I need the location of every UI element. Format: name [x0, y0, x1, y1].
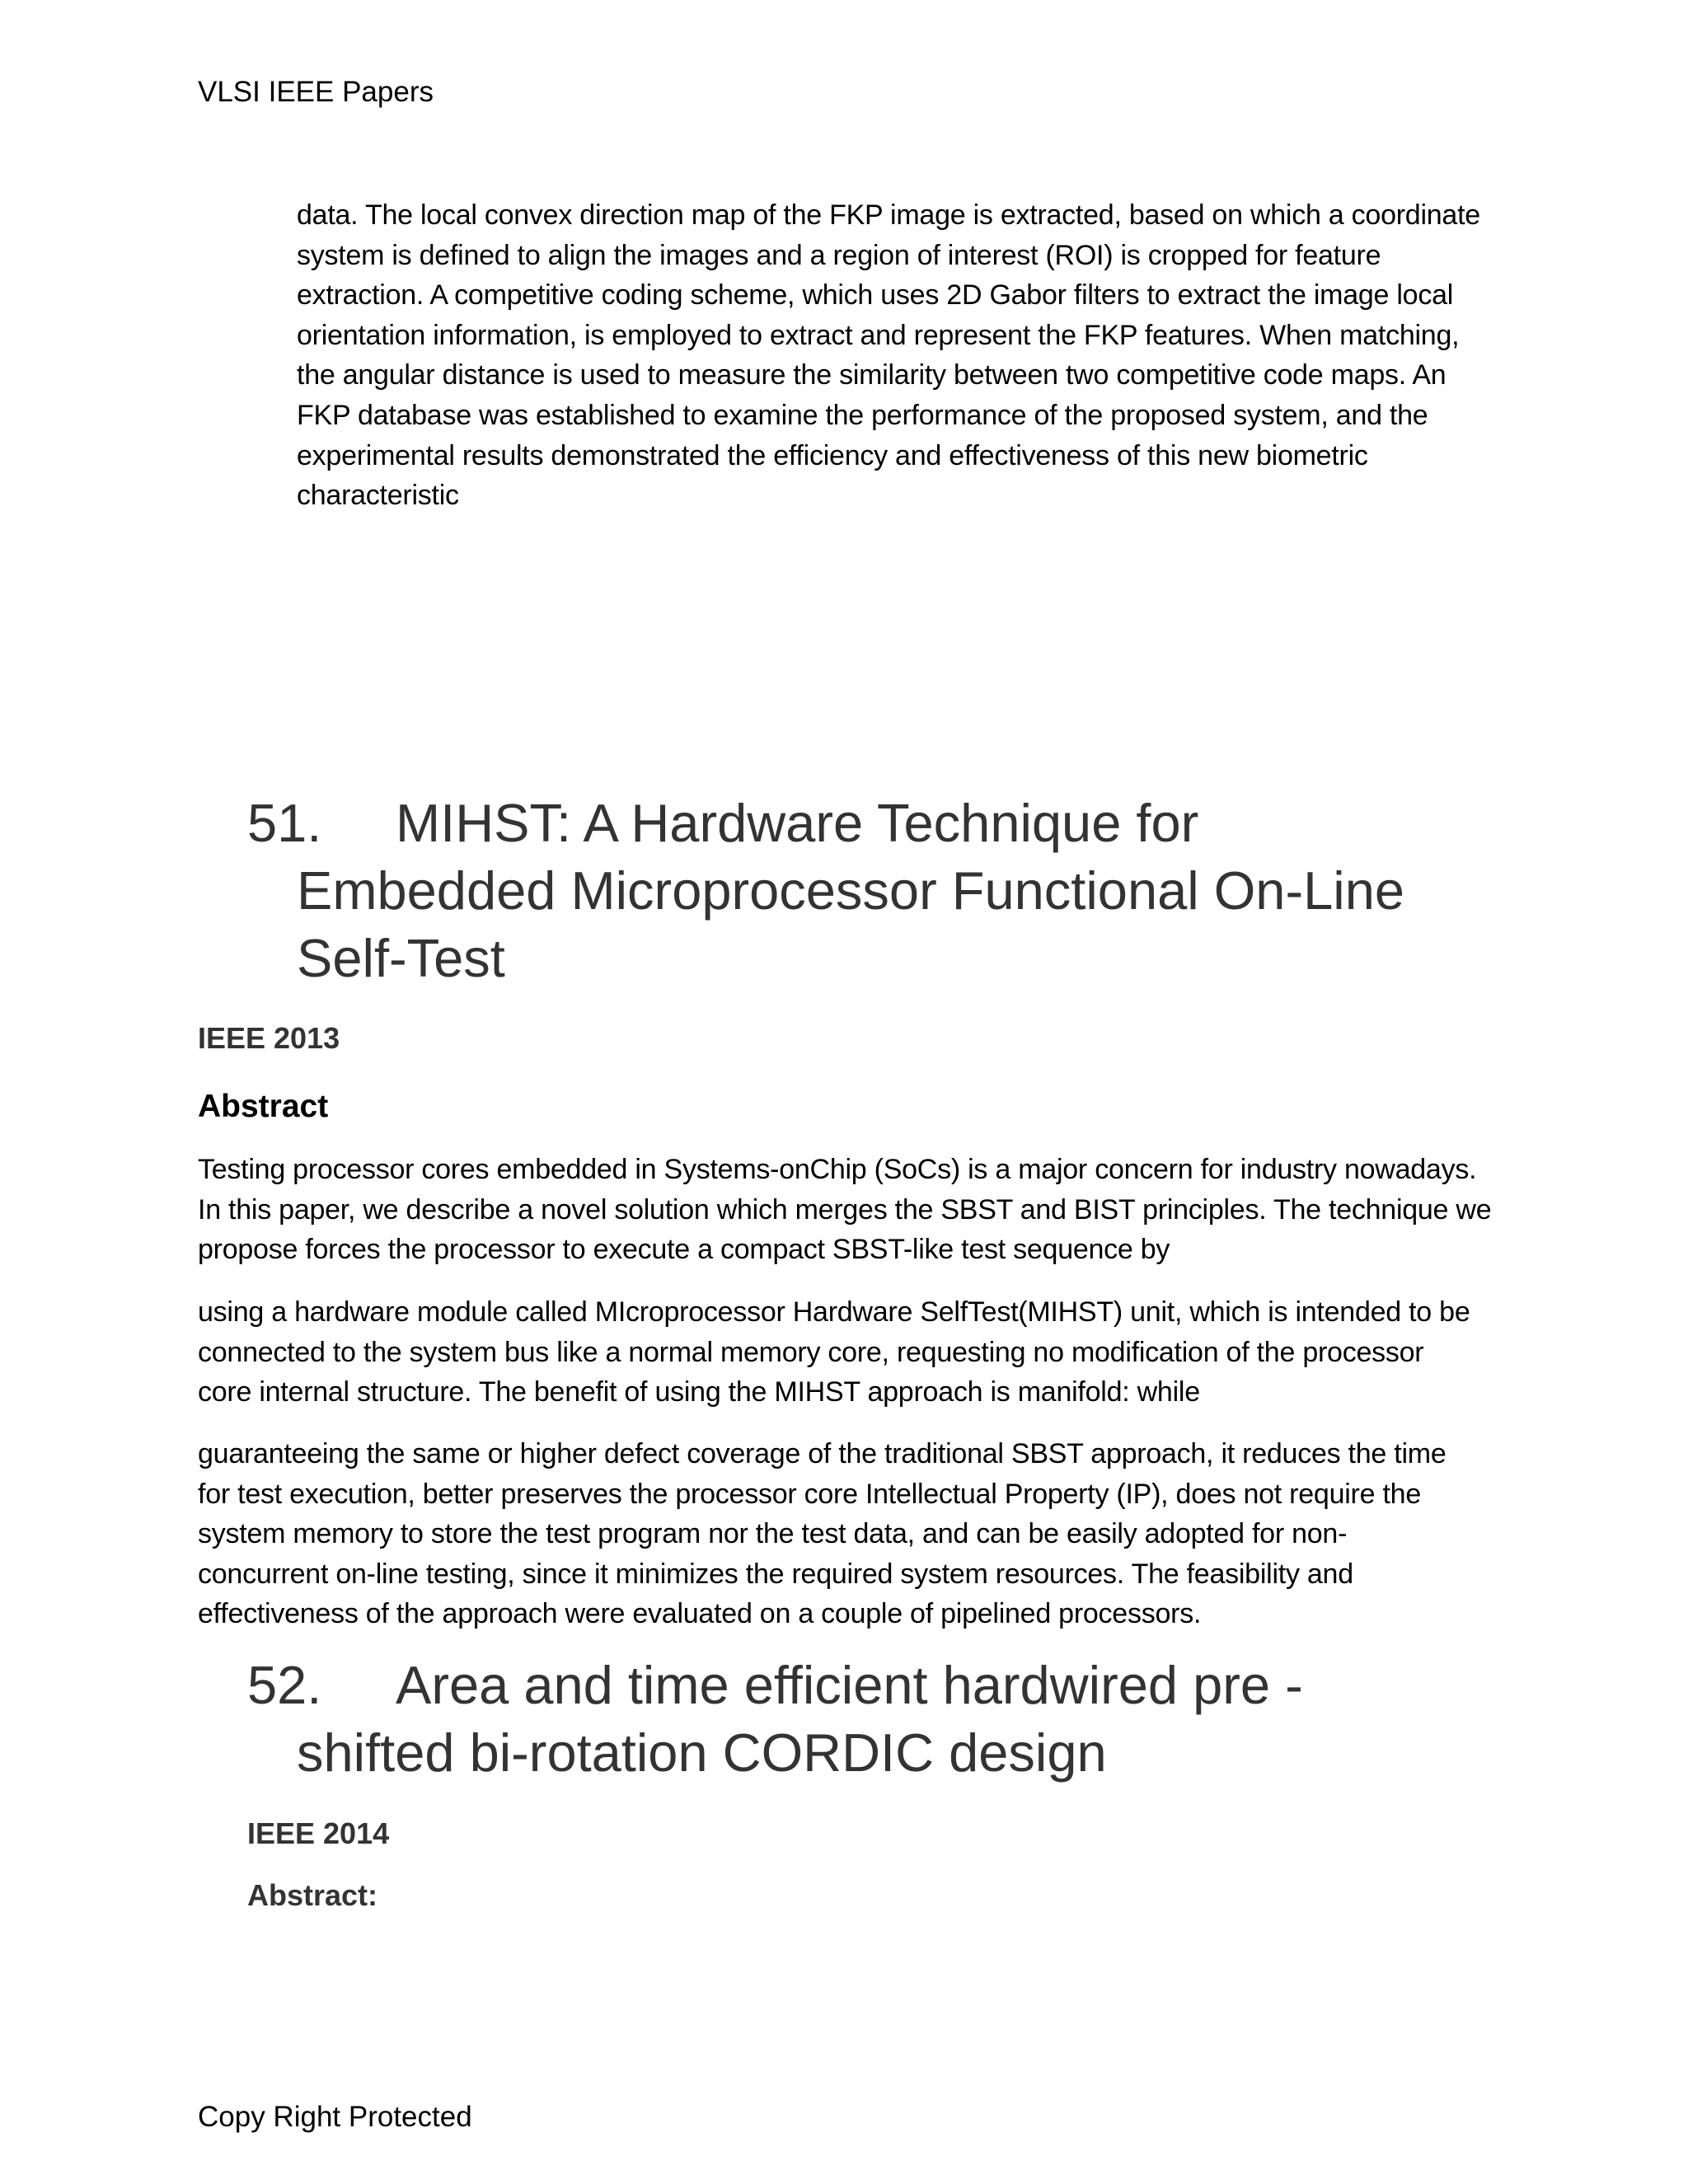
- paragraph-line: the angular distance is used to measure the similarity between two competitive code maps. An: [297, 359, 1447, 391]
- paragraph-line: In this paper, we describe a novel solution which merges the SBST and BIST principles. The technique we: [198, 1193, 1492, 1226]
- paper-51-year: IEEE 2013: [198, 1021, 340, 1055]
- paragraph-line: extraction. A competitive coding scheme, which uses 2D Gabor filters to extract the image local: [297, 279, 1454, 312]
- paragraph-line: data. The local convex direction map of the FKP image is extracted, based on which a coordinate: [297, 199, 1480, 231]
- paper-51-abstract-paragraph: [198, 1434, 1447, 1634]
- paper-51-title: [247, 790, 1404, 992]
- paper-52-abstract-heading: Abstract:: [247, 1878, 378, 1912]
- paragraph-line: concurrent on-line testing, since it minimizes the required system resources. The feasibility and: [198, 1558, 1353, 1590]
- paper-51-title-line: Embedded Microprocessor Functional On-Line: [297, 860, 1404, 921]
- paragraph-line: characteristic: [297, 480, 459, 512]
- page-footer: Copy Right Protected: [198, 2101, 472, 2133]
- paper-52-title: [247, 1652, 1303, 1787]
- paper-52-number: 52.: [247, 1655, 322, 1715]
- paper-52-title-line: [247, 1652, 1303, 1719]
- paper-51-title-line: Self-Test: [297, 928, 505, 988]
- paragraph-line: Testing processor cores embedded in Systems-onChip (SoCs) is a major concern for industry nowadays.: [198, 1154, 1477, 1185]
- paragraph-line: system is defined to align the images and a region of interest (ROI) is cropped for feature: [297, 239, 1381, 271]
- paragraph-line: effectiveness of the approach were evaluated on a couple of pipelined processors.: [198, 1598, 1202, 1630]
- paragraph-line: guaranteeing the same or higher defect coverage of the traditional SBST approach, it reduces the time: [198, 1438, 1447, 1469]
- paragraph-line: using a hardware module called MIcroprocessor Hardware SelfTest(MIHST) unit, which is intended to be: [198, 1296, 1470, 1328]
- paragraph-line: FKP database was established to examine the performance of the proposed system, and the: [297, 399, 1428, 431]
- paragraph-line: experimental results demonstrated the efficiency and effectiveness of this new biometric: [297, 439, 1368, 471]
- paragraph-line: orientation information, is employed to extract and represent the FKP features. When matching,: [297, 319, 1460, 351]
- paper-51-title-text: MIHST: A Hardware Technique for: [396, 793, 1199, 853]
- paragraph-line: for test execution, better preserves the processor core Intellectual Property (IP), does not require the: [198, 1478, 1421, 1510]
- paragraph-line: connected to the system bus like a normal memory core, requesting no modification of the processor: [198, 1336, 1424, 1368]
- paragraph-line: core internal structure. The benefit of using the MIHST approach is manifold: while: [198, 1376, 1200, 1408]
- intro-paragraph: [297, 195, 1480, 516]
- paper-52-year: IEEE 2014: [247, 1816, 390, 1850]
- paragraph-line: system memory to store the test program nor the test data, and can be easily adopted for non-: [198, 1518, 1348, 1550]
- page-header: VLSI IEEE Papers: [198, 76, 434, 108]
- paper-52-title-line: shifted bi-rotation CORDIC design: [297, 1722, 1107, 1783]
- paper-51-abstract-paragraph: [198, 1150, 1491, 1270]
- paper-51-abstract-paragraph: [198, 1292, 1470, 1413]
- paragraph-line: propose forces the processor to execute a compact SBST-like test sequence by: [198, 1234, 1170, 1266]
- paper-52-title-text: Area and time efficient hardwired pre -: [396, 1655, 1303, 1715]
- paper-51-abstract-heading: Abstract: [198, 1089, 329, 1124]
- paper-51-title-line: [247, 790, 1404, 857]
- paper-51-number: 51.: [247, 793, 322, 853]
